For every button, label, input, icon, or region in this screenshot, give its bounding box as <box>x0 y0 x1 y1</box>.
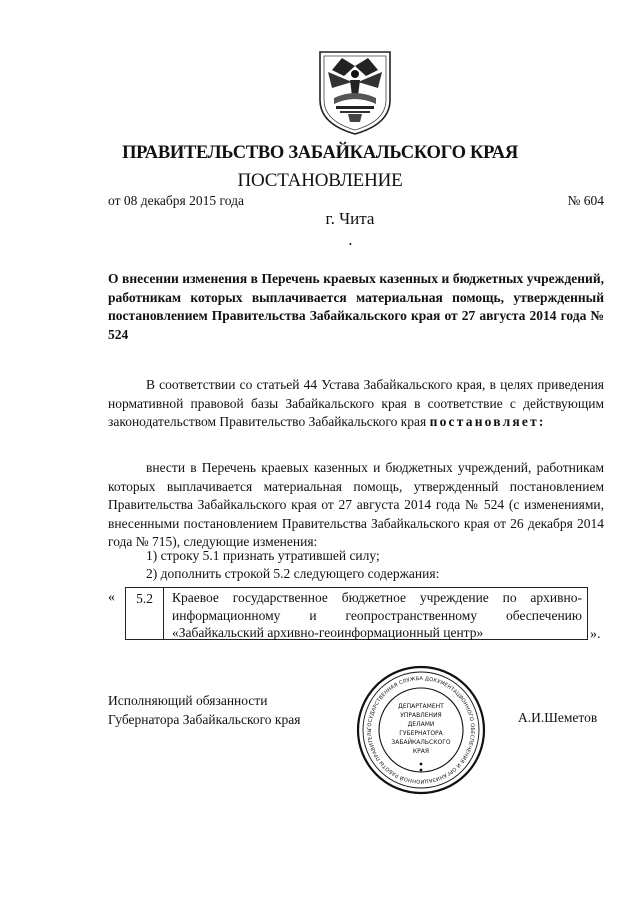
change-item-1: 1) строку 5.1 признать утратившей силу; <box>146 548 380 563</box>
seal-line-3: ДЕЛАМИ <box>407 721 435 728</box>
position-line-1: Исполняющий обязанности <box>108 693 268 708</box>
document-date: от 08 декабря 2015 года <box>108 193 244 208</box>
seal-ring-text: ГОСУДАРСТВЕННАЯ СЛУЖБА ДОКУМЕНТАЦИОННОГО ОБЕСПЕЧЕНИЯ И ОРГАНИЗАЦИОННОЙ РАБОТЫ ПРАВИТЕЛЬ <box>366 675 476 785</box>
quote-open: « <box>108 590 115 605</box>
position-line-2: Губернатора Забайкальского края <box>108 711 301 727</box>
seal-line-1: ДЕПАРТАМЕНТ <box>398 703 444 710</box>
seal-line-2: УПРАВЛЕНИЯ <box>400 712 442 719</box>
signatory-name: А.И.Шеметов <box>518 710 598 725</box>
quote-close: ». <box>590 627 601 642</box>
government-title: ПРАВИТЕЛЬСТВО ЗАБАЙКАЛЬСКОГО КРАЯ <box>122 143 518 163</box>
insert-table <box>125 587 588 640</box>
seal-line-4: ГУБЕРНАТОРА <box>399 730 443 737</box>
change-item-2: 2) дополнить строкой 5.2 следующего содержания: <box>146 566 440 581</box>
decorative-dot: • <box>349 240 352 249</box>
decree-word: постановляет: <box>429 414 546 429</box>
document-type: ПОСТАНОВЛЕНИЕ <box>237 170 403 191</box>
document-city: г. Чита <box>325 209 375 228</box>
resolution-paragraph <box>108 459 604 552</box>
preamble-text: В соответствии со статьей 44 Устава Забайкальского края, в целях приведения нормативной правовой базы Забайкальского края в соответствие с действующим законодательством Правительство Забайкальского края <box>108 377 604 429</box>
resolution-text: внести в Перечень краевых казенных и бюджетных учреждений, работникам которых выплачивается материальная помощь, утвержденный постановлением Правительства Забайкальского края от 27 августа 2014 года № 524 (с изменениями, внесенными постановлением Правительства Забайкальского края от 26 декабря 2014 года № 715), следующие изменения: <box>108 460 604 549</box>
document-number: № 604 <box>567 193 604 208</box>
seal-line-5: ЗАБАЙКАЛЬСКОГО <box>391 739 451 746</box>
coat-of-arms-icon <box>312 48 398 136</box>
seal-line-6: КРАЯ <box>412 748 430 755</box>
preamble-paragraph <box>108 376 604 432</box>
official-seal-icon <box>355 664 487 796</box>
table-row-text: Краевое государственное бюджетное учреждение по архивно-информационному и геопространственному обеспечению «Забайкальский архивно-геоинформационный центр» <box>172 590 582 640</box>
signatory-position <box>108 692 300 729</box>
document-subject: О внесении изменения в Перечень краевых казенных и бюджетных учреждений, работникам которых выплачивается материальная помощь, утвержденный постановлением Правительства Забайкальского края от 27 августа 2014 года № 524 <box>108 271 604 342</box>
table-row-number: 5.2 <box>126 588 164 639</box>
